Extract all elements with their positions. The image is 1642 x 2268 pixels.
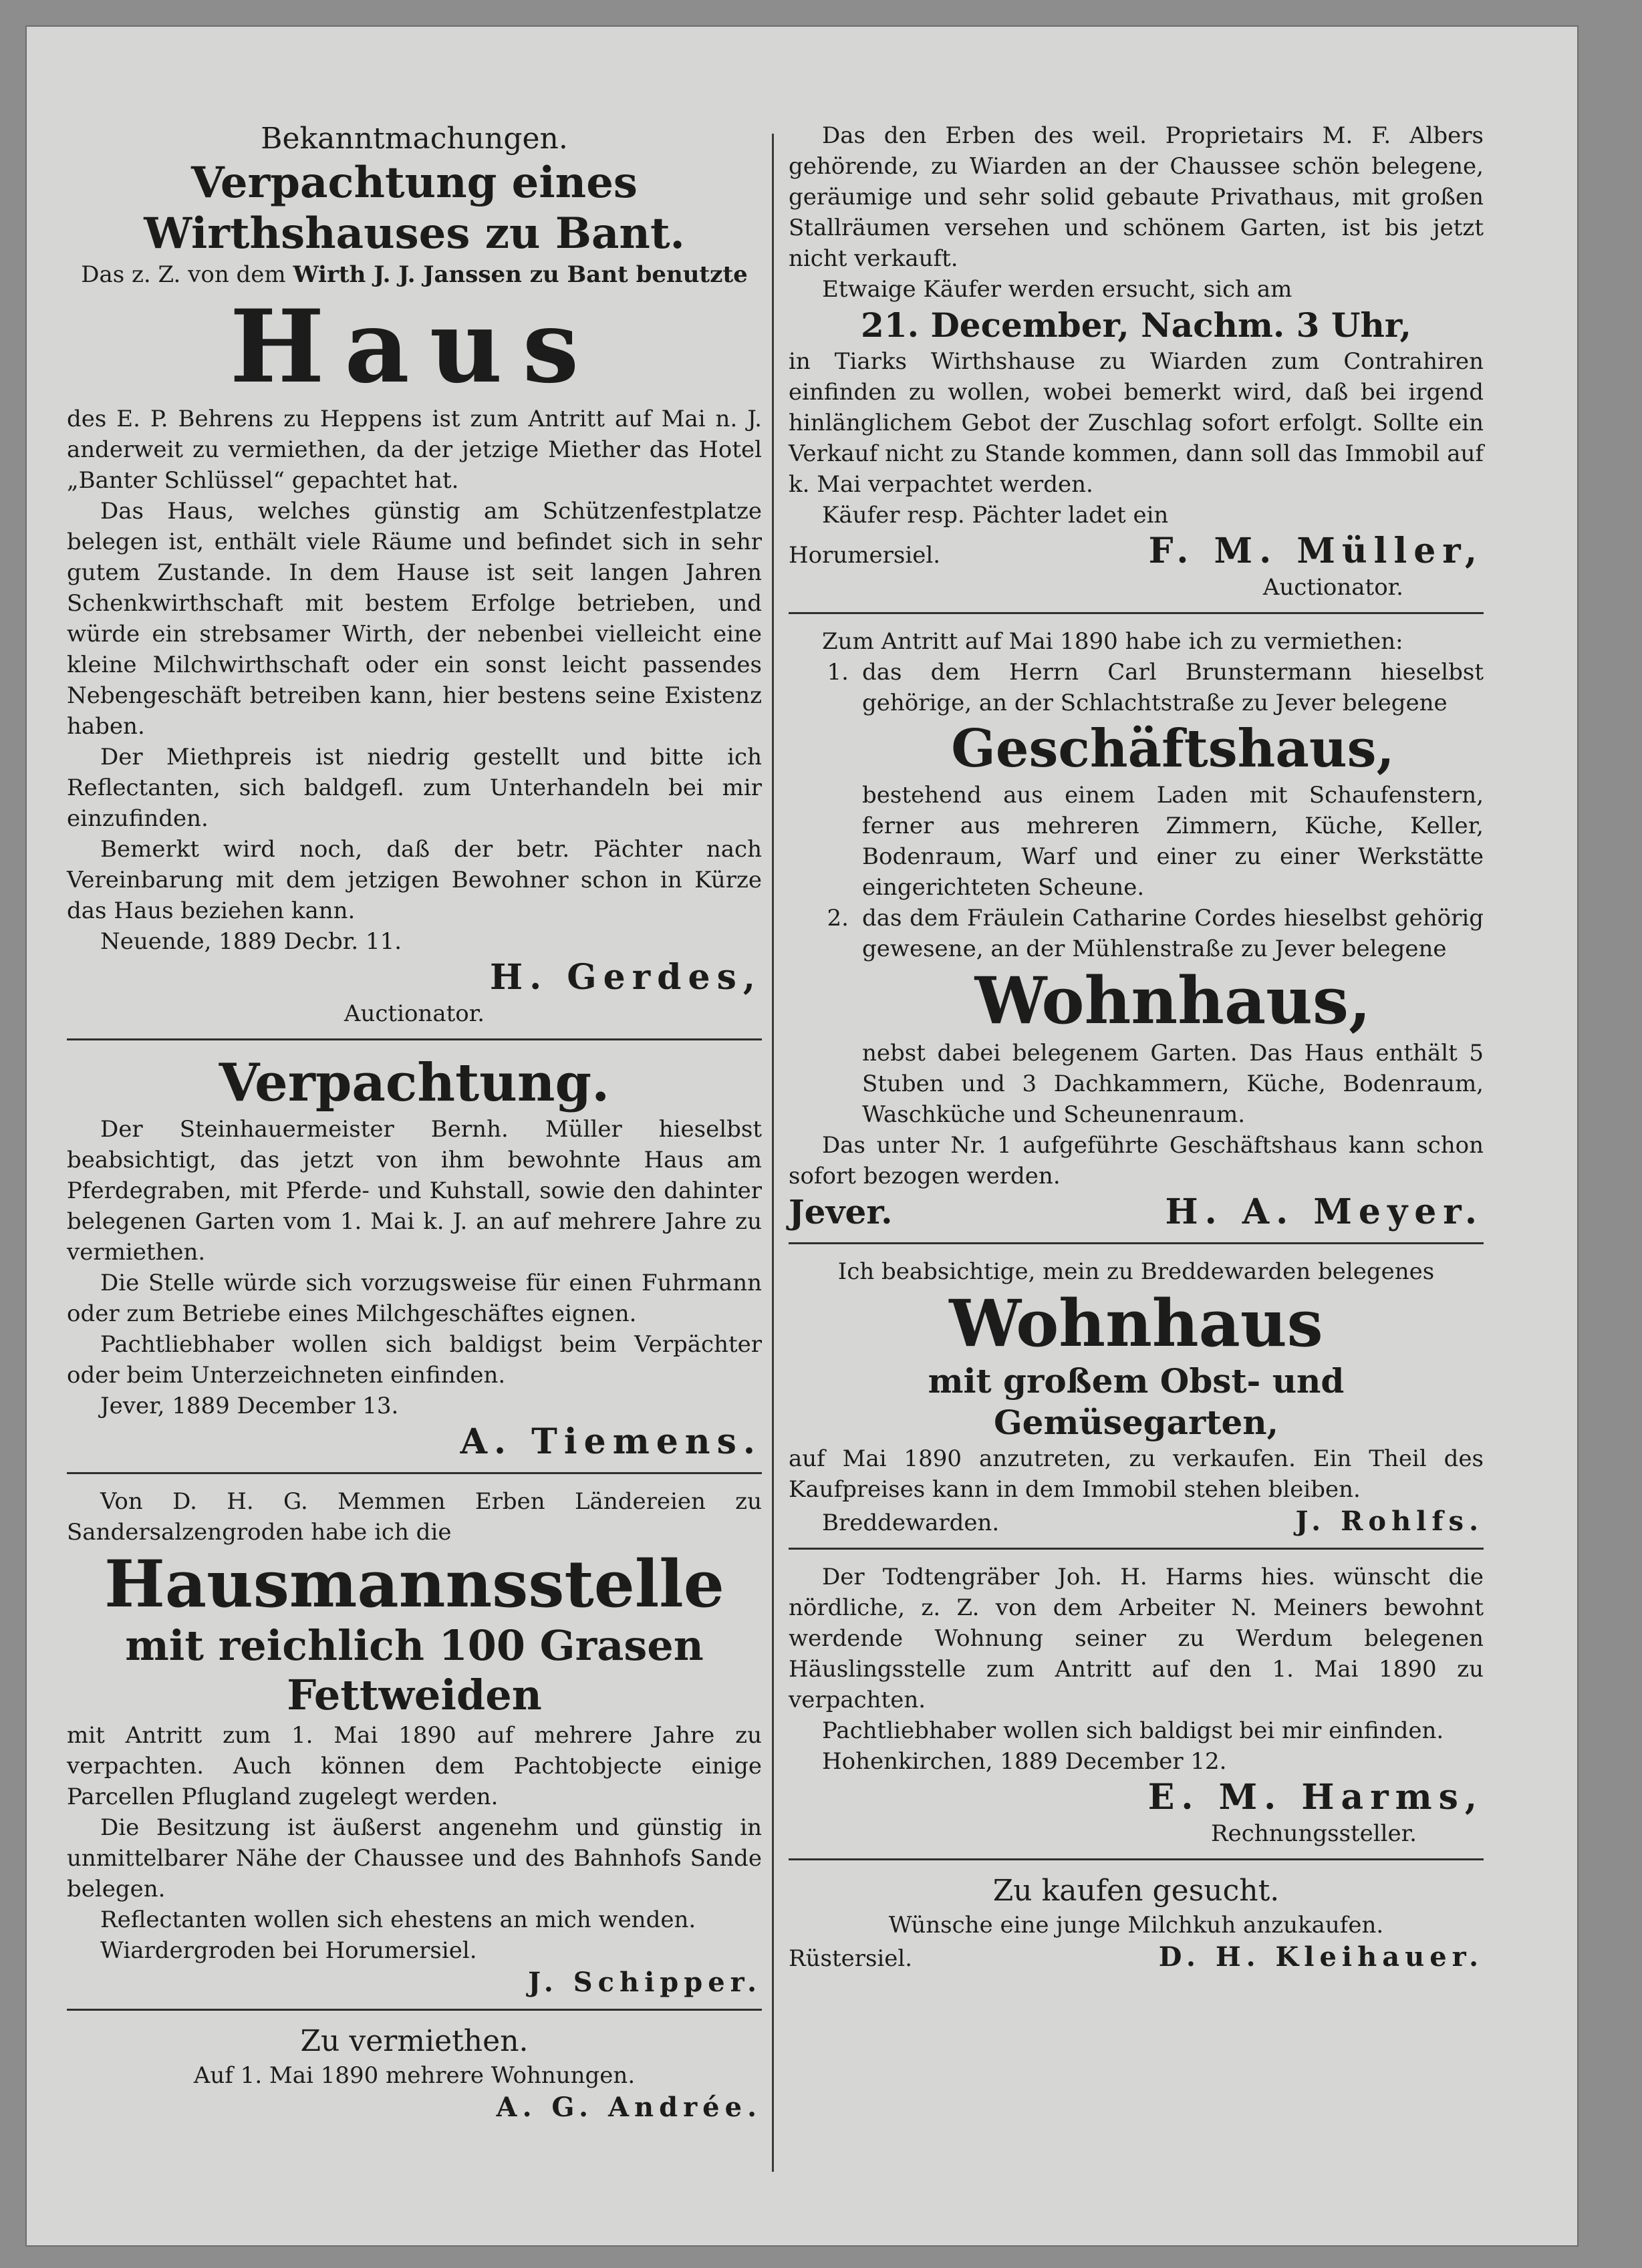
ad5-date-big: 21. December, Nachm. 3 Uhr, [861,305,1411,345]
ad2-date: Jever, 1889 December 13. [100,1393,399,1419]
ad6-item1-big: Geschäftshaus, [951,718,1395,779]
ad-hausmannsstelle [67,1486,762,1999]
column-divider [772,134,774,2172]
ad7-place: Breddewarden. [822,1510,1000,1536]
ad9-headline: Zu kaufen gesucht. [992,1874,1280,1908]
ad6-item1-num: 1. [827,659,849,686]
ad9-place: Rüstersiel. [789,1945,913,1972]
ad1-body3: Der Miethpreis ist niedrig gestellt und bitte ich Reflectanten, sich baldgefl. zum Unterhandeln bei mir einzufinden. [67,744,762,832]
ad-kleihauer [789,1872,1484,1974]
ad5-role: Auctionator. [1262,574,1403,601]
ad5-body1: Das den Erben des weil. Proprietairs M. F. Albers gehörende, zu Wiarden an der Chaussee schön belegene, geräumige und sehr solid gebaute Privathaus, mit großen Stallräumen versehen und schönem Garten, ist bis jetzt nicht verkauft. [789,122,1484,272]
ad-albers [789,120,1484,603]
ad1-headline: Verpachtung eines Wirthshauses zu Bant. [144,158,685,259]
ad8-role: Rechnungssteller. [1211,1820,1417,1847]
ad-harms [789,1562,1484,1849]
ad7-intro: Ich beabsichtige, mein zu Breddewarden belegenes [837,1258,1435,1285]
ad-rohlfs [789,1256,1484,1538]
ad7-sub: mit großem Obst- und Gemüsegarten, [928,1361,1345,1442]
ad8-body2: Pachtliebhaber wollen sich baldigst bei mir einfinden. [822,1717,1444,1744]
divider [67,2009,762,2011]
ad2-signature: A. Tiemens. [460,1421,762,1462]
ad4-headline: Zu vermiethen. [300,2024,529,2058]
ad-wirthshaus [67,158,762,1029]
ad3-big3: Fettweiden [287,1671,542,1719]
ad5-place: Horumersiel. [789,542,941,569]
ad6-item2-num: 2. [827,905,849,932]
ad2-body3: Pachtliebhaber wollen sich baldigst beim Verpächter oder beim Unterzeichneten einfinden. [67,1331,762,1389]
divider [789,612,1484,614]
ad8-signature: E. M. Harms, [1147,1777,1484,1818]
ad6-item2-big: Wohnhaus, [974,963,1371,1038]
ad1-body1: des E. P. Behrens zu Heppens ist zum Antritt auf Mai n. J. anderweit zu vermiethen, da der jetzige Miether das Hotel „Banter Schlüssel“ gepachtet hat. [67,406,762,494]
ad7-big: Wohnhaus [949,1286,1323,1361]
section-title: Bekanntmachungen. [261,122,568,156]
divider [789,1858,1484,1860]
ad8-body1: Der Todtengräber Joh. H. Harms hies. wünscht die nördliche, z. Z. von dem Arbeiter N. Meiners bewohnt werdende Wohnung seiner zu Werdum belegenen Häuslingsstelle zum Antritt auf den 1. Mai 1890 zu verpachten. [789,1564,1484,1713]
right-column [789,120,1484,1974]
ad6-item2-text: das dem Fräulein Catharine Cordes hieselbst gehörig gewesene, an der Mühlenstraße zu Jever belegene [862,905,1484,962]
ad6-intro: Zum Antritt auf Mai 1890 habe ich zu vermiethen: [822,628,1403,655]
ad6-item1-text: das dem Herrn Carl Brunstermann hieselbst gehörige, an der Schlachtstraße zu Jever belegene [862,659,1484,716]
ad3-signature: J. Schipper. [528,1967,762,1998]
ad-meyer [789,626,1484,1233]
divider [67,1038,762,1040]
left-column [67,120,762,2124]
ad-verpachtung [67,1052,762,1463]
ad1-body2: Das Haus, welches günstig am Schützenfestplatze belegen ist, enthält viele Räume und befindet sich in sehr gutem Zustande. In dem Hause ist seit langen Jahren Schenkwirthschaft mit bestem Erfolge betrieben, und würde ein strebsamer Wirth, der nebenbei vielleicht eine kleine Milchwirthschaft oder ein sonst leicht passendes Nebengeschäft betreiben kann, hier bestens seine Existenz haben. [67,498,762,740]
newspaper-page [27,27,1577,2245]
ad1-intro: Das z. Z. von dem [81,261,286,288]
ad2-body2: Die Stelle würde sich vorzugsweise für einen Fuhrmann oder zum Betriebe eines Milchgeschäftes eignen. [67,1270,762,1327]
ad1-role: Auctionator. [344,1000,485,1027]
ad6-signature: H. A. Meyer. [1165,1191,1484,1232]
ad8-date: Hohenkirchen, 1889 December 12. [822,1748,1227,1775]
ad6-body: Das unter Nr. 1 aufgeführte Geschäftshaus kann schon sofort bezogen werden. [789,1132,1484,1189]
ad3-body1: mit Antritt zum 1. Mai 1890 auf mehrere Jahre zu verpachten. Auch können dem Pachtobjecte einige Parcellen Pflugland zugelegt werden. [67,1722,762,1810]
ad5-signature: F. M. Müller, [1148,531,1484,571]
ad3-body2: Die Besitzung ist äußerst angenehm und günstig in unmittelbarer Nähe der Chaussee und des Bahnhofs Sande belegen. [67,1814,762,1902]
ad4-body: Auf 1. Mai 1890 mehrere Wohnungen. [193,2062,636,2089]
ad6-item1-desc: bestehend aus einem Laden mit Schaufenstern, ferner aus mehreren Zimmern, Küche, Keller, Bodenraum, Warf und einer zu einer Werkstätte eingerichteten Scheune. [862,782,1484,901]
ad2-body1: Der Steinhauermeister Bernh. Müller hieselbst beabsichtigt, das jetzt von ihm bewohnte Haus am Pferdegraben, mit Pferde- und Kuhstall, sowie den dahinter belegenen Garten vom 1. Mai k. J. an auf mehrere Jahre zu vermiethen. [67,1116,762,1266]
ad3-body3: Reflectanten wollen sich ehestens an mich wenden. [100,1906,696,1933]
ad3-big2: mit reichlich 100 Grasen [125,1621,704,1670]
ad9-signature: D. H. Kleihauer. [1158,1941,1484,1973]
ad1-body4: Bemerkt wird noch, daß der betr. Pächter nach Vereinbarung mit dem jetzigen Bewohner schon in Kürze das Haus beziehen kann. [67,836,762,924]
ad7-body: auf Mai 1890 anzutreten, zu verkaufen. Ein Theil des Kaufpreises kann in dem Immobil stehen bleiben. [789,1445,1484,1503]
ad3-place: Wiardergroden bei Horumersiel. [100,1937,477,1964]
ad1-intro-bold: Wirth J. J. Janssen zu Bant benutzte [293,261,748,288]
ad4-signature: A. G. Andrée. [496,2092,762,2123]
ad-vermiethen [67,2023,762,2124]
ad1-signature: H. Gerdes, [489,957,762,998]
ad5-body3: in Tiarks Wirthshause zu Wiarden zum Contrahiren einfinden zu wollen, wobei bemerkt wird, daß bei irgend hinlänglichem Gebot der Zuschlag sofort erfolgt. Sollte ein Verkauf nicht zu Stande kommen, dann soll das Immobil auf k. Mai verpachtet werden. [789,348,1484,498]
ad7-signature: J. Rohlfs. [1295,1506,1484,1537]
ad2-headline: Verpachtung. [219,1052,610,1113]
ad9-body: Wünsche eine junge Milchkuh anzukaufen. [888,1912,1384,1939]
ad5-body2: Etwaige Käufer werden ersucht, sich am [822,276,1292,303]
ad3-intro: Von D. H. G. Memmen Erben Ländereien zu Sandersalzengroden habe ich die [67,1488,762,1546]
ad1-date: Neuende, 1889 Decbr. 11. [100,928,402,955]
divider [789,1242,1484,1244]
ad3-big1: Hausmannsstelle [104,1546,724,1622]
ad5-body4: Käufer resp. Pächter ladet ein [822,502,1169,529]
divider [67,1472,762,1474]
ad6-place: Jever. [789,1192,893,1232]
divider [789,1548,1484,1550]
ad1-big-word: Haus [229,288,599,406]
ad6-item2-desc: nebst dabei belegenem Garten. Das Haus enthält 5 Stuben und 3 Dachkammern, Küche, Bodenraum, Waschküche und Scheunenraum. [862,1040,1484,1128]
